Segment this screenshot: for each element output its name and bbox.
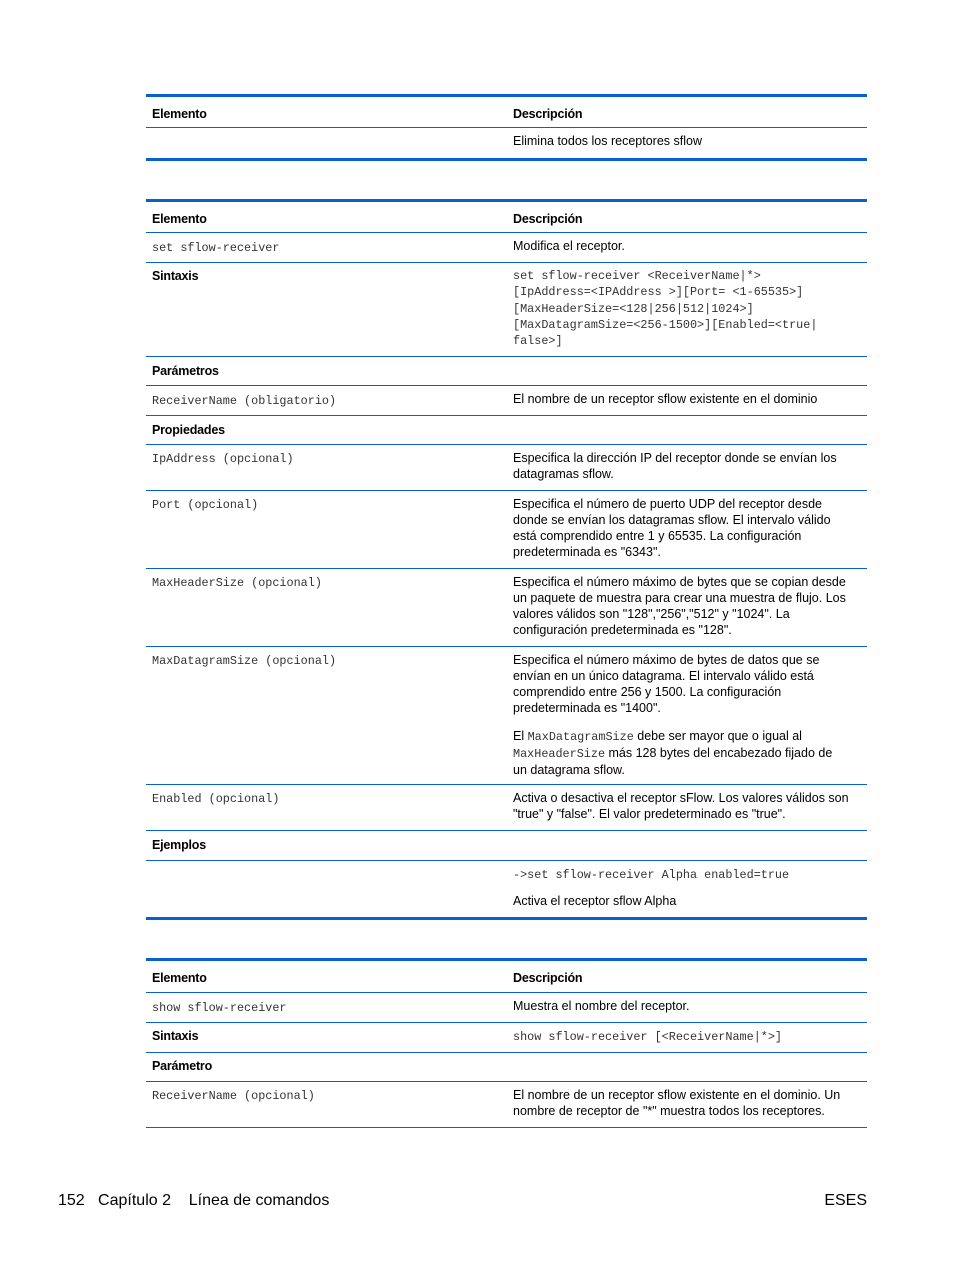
desc-line: envían en un único datagrama. El intervalo válido está (513, 669, 814, 683)
note-text: debe ser mayor que o igual al (633, 729, 802, 743)
header-descripcion: Descripción (513, 971, 583, 985)
table-header-row (146, 961, 867, 993)
parameter-label: Parámetro (152, 1059, 213, 1073)
note-line: un datagrama sflow. (513, 763, 625, 777)
param-receivername-desc (507, 1082, 867, 1127)
desc-line: Especifica el número máximo de bytes que se copian desde (513, 575, 846, 589)
syntax-line: set sflow-receiver <ReceiverName|*> (513, 269, 761, 283)
desc-line: El nombre de un receptor sflow existente en el dominio. Un (513, 1088, 841, 1102)
desc-line: comprendido entre 256 y 1500. La configuración (513, 685, 782, 699)
empty-cell (507, 357, 867, 385)
syntax-line: [IpAddress=<IPAddress >][Port= <1-65535>] (513, 285, 804, 300)
note-code: MaxHeaderSize (513, 747, 606, 761)
table-header-row (146, 202, 867, 233)
command-description: Muestra el nombre del receptor. (513, 999, 690, 1013)
header-descripcion: Descripción (513, 212, 583, 226)
syntax-line: [MaxHeaderSize=<128|256|512|1024>] (513, 301, 754, 316)
desc-line: está comprendido entre 1 y 65535. La configuración (513, 529, 802, 543)
table-row (146, 1082, 867, 1128)
note-text: más 128 bytes del encabezado fijado de (605, 746, 833, 760)
note-line (513, 745, 861, 762)
example-cell (507, 861, 867, 917)
table-2 (146, 199, 867, 920)
empty-cell (507, 1053, 867, 1081)
param-receivername: ReceiverName (obligatorio) (152, 394, 337, 408)
table-row (146, 233, 867, 263)
table-row (146, 1023, 867, 1053)
note-line (513, 728, 861, 745)
table-row (146, 386, 867, 416)
table-1 (146, 94, 867, 161)
desc-line: predeterminada es "1400". (513, 701, 661, 715)
prop-ipaddress: IpAddress (opcional) (152, 452, 294, 466)
prop-port-desc (507, 491, 867, 568)
table-row (146, 416, 867, 445)
table-3 (146, 958, 867, 1128)
table-header-row (146, 97, 867, 128)
empty-cell (146, 861, 507, 917)
table-row (146, 128, 867, 161)
desc-line: predeterminada es "6343". (513, 545, 661, 559)
prop-ipaddress-desc (507, 445, 867, 490)
empty-cell (507, 831, 867, 860)
element-cell (146, 128, 507, 158)
desc-line: Especifica la dirección IP del receptor donde se envían los (513, 451, 837, 465)
prop-enabled-desc (507, 785, 867, 830)
page-footer-locale: ESES (824, 1192, 867, 1209)
param-receivername-desc: El nombre de un receptor sflow existente en el dominio (513, 392, 818, 406)
table-row (146, 263, 867, 357)
prop-port: Port (opcional) (152, 498, 259, 512)
prop-maxdatagramsize-desc (507, 647, 867, 784)
table-row (146, 831, 867, 861)
table-row (146, 785, 867, 831)
example-code: ->set sflow-receiver Alpha enabled=true (513, 868, 790, 882)
desc-line: nombre de receptor de "*" muestra todos los receptores. (513, 1104, 825, 1118)
table-row (146, 491, 867, 569)
prop-maxheadersize: MaxHeaderSize (opcional) (152, 576, 322, 590)
properties-label: Propiedades (152, 423, 225, 437)
description-cell: Elimina todos los receptores sflow (513, 134, 702, 148)
table-row (146, 569, 867, 647)
header-descripcion: Descripción (513, 107, 583, 121)
table-row (146, 357, 867, 386)
page-footer-left (58, 1192, 329, 1210)
header-elemento: Elemento (152, 971, 207, 985)
table-row (146, 1053, 867, 1082)
syntax-code (507, 263, 867, 356)
desc-line: "true" y "false". El valor predeterminado es "true". (513, 807, 786, 821)
prop-maxdatagramsize: MaxDatagramSize (opcional) (152, 654, 337, 668)
syntax-label: Sintaxis (152, 1029, 199, 1043)
prop-enabled: Enabled (opcional) (152, 792, 280, 806)
param-receivername: ReceiverName (opcional) (152, 1089, 315, 1103)
empty-cell (507, 416, 867, 444)
desc-line: datagramas sflow. (513, 467, 614, 481)
chapter-title: Línea de comandos (188, 1192, 330, 1209)
example-description: Activa el receptor sflow Alpha (513, 894, 677, 909)
parameters-label: Parámetros (152, 364, 219, 378)
desc-line: donde se envían los datagramas sflow. El intervalo válido (513, 513, 831, 527)
table-row (146, 861, 867, 920)
note-code: MaxDatagramSize (527, 730, 634, 744)
table-row (146, 647, 867, 785)
note-paragraph (513, 728, 861, 778)
desc-line: Activa o desactiva el receptor sFlow. Los valores válidos son (513, 791, 849, 805)
table-row (146, 993, 867, 1023)
table-row (146, 445, 867, 491)
desc-line: Especifica el número de puerto UDP del receptor desde (513, 497, 822, 511)
command-description: Modifica el receptor. (513, 239, 625, 253)
syntax-line: [MaxDatagramSize=<256-1500>][Enabled=<true| (513, 317, 818, 332)
desc-line: configuración predeterminada es "128". (513, 623, 732, 637)
syntax-label: Sintaxis (152, 269, 199, 283)
desc-line: valores válidos son "128","256","512" y "1024". La (513, 607, 790, 621)
command-name: set sflow-receiver (152, 241, 280, 255)
page-number: 152 (58, 1192, 85, 1209)
header-elemento: Elemento (152, 107, 207, 121)
syntax-line: false>] (513, 334, 563, 349)
prop-maxheadersize-desc (507, 569, 867, 646)
examples-label: Ejemplos (152, 838, 206, 852)
chapter-label: Capítulo 2 (98, 1192, 171, 1209)
syntax-code: show sflow-receiver [<ReceiverName|*>] (513, 1030, 783, 1044)
command-name: show sflow-receiver (152, 1001, 287, 1015)
note-text: El (513, 729, 528, 743)
header-elemento: Elemento (152, 212, 207, 226)
desc-line: un paquete de muestra para crear una muestra de flujo. Los (513, 591, 846, 605)
desc-line: Especifica el número máximo de bytes de datos que se (513, 653, 820, 667)
